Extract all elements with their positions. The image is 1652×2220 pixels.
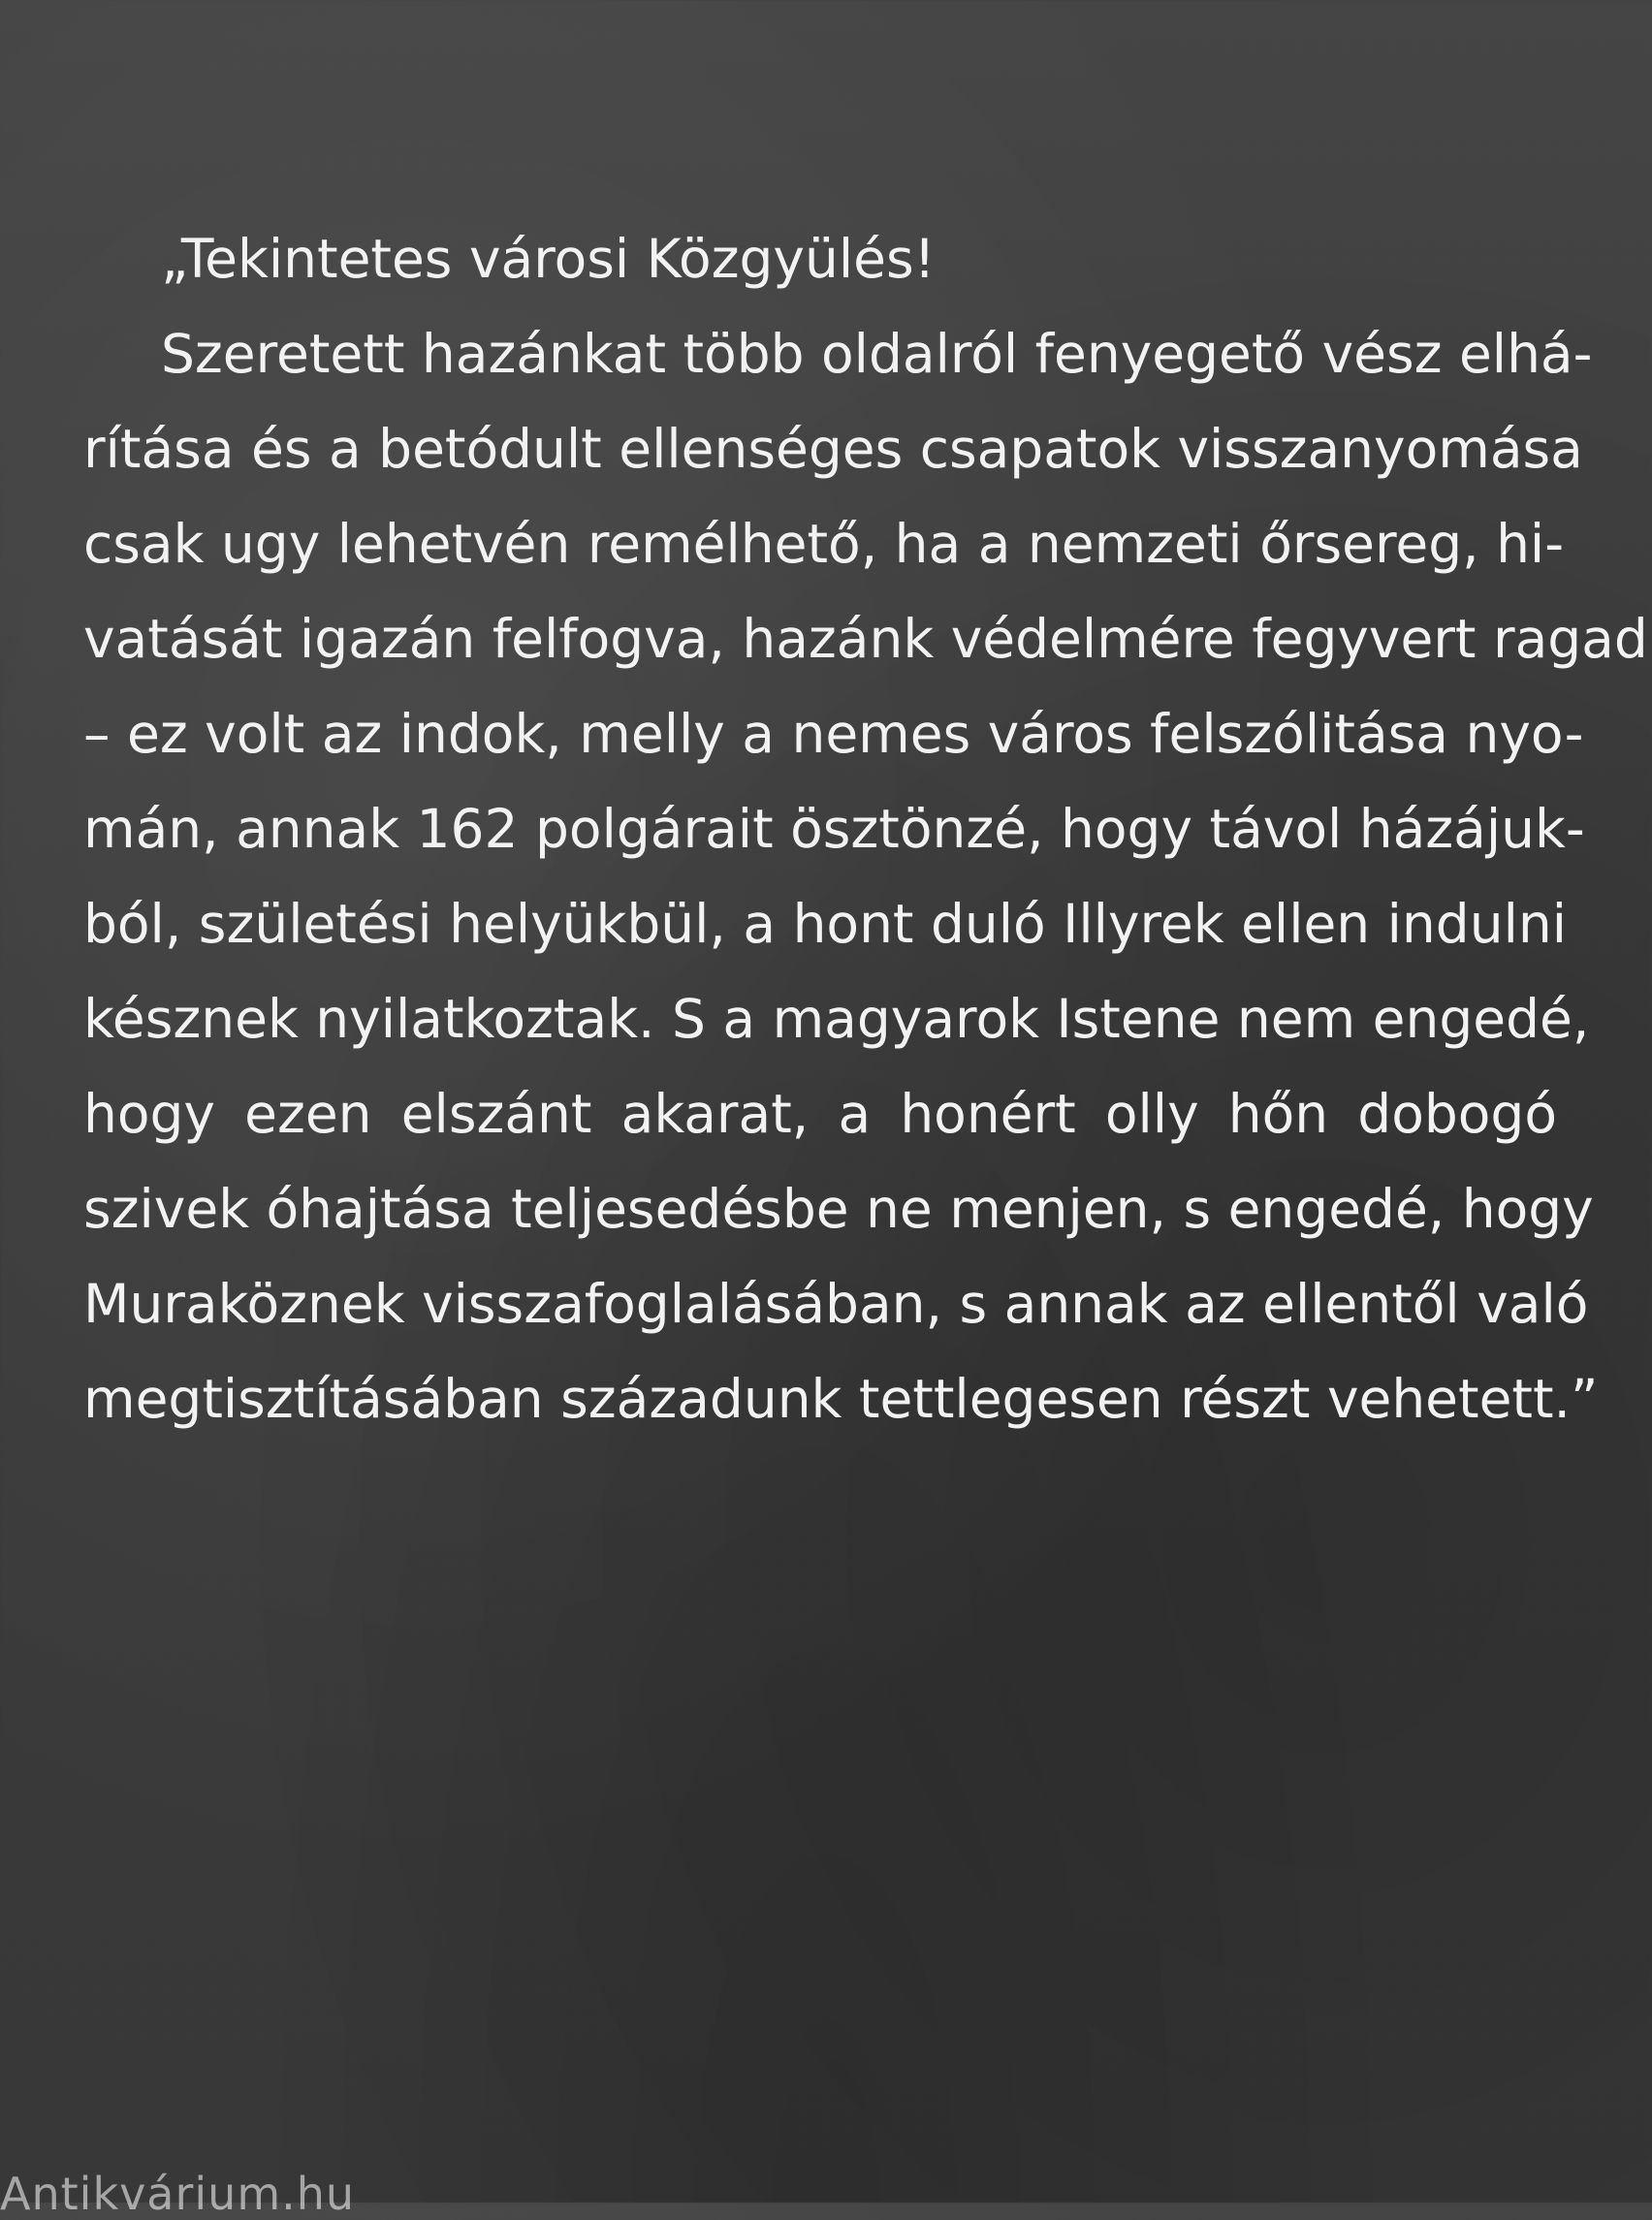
- salutation-line: „Tekintetes városi Közgyülés!: [161, 228, 936, 290]
- body-line: vatását igazán felfogva, hazánk védelmére fegyvert ragad: [83, 608, 1648, 670]
- body-line: ból, születési helyükbül, a hont duló Illyrek ellen indulni: [83, 893, 1567, 955]
- body-line: megtisztításában századunk tettlegesen részt vehetett.”: [83, 1368, 1599, 1430]
- quote-text-block: [83, 211, 1648, 1446]
- watermark: Antikvárium.hu: [0, 2168, 356, 2220]
- body-line: mán, annak 162 polgárait ösztönzé, hogy távol házájuk-: [83, 798, 1585, 860]
- body-line: késznek nyilatkoztak. S a magyarok Istene nem engedé,: [83, 988, 1590, 1050]
- body-line: szivek óhajtása teljesedésbe ne menjen, s engedé, hogy: [83, 1178, 1594, 1240]
- body-line: Muraköznek visszafoglalásában, s annak az ellentől való: [83, 1273, 1589, 1335]
- body-line: csak ugy lehetvén remélhető, ha a nemzeti őrsereg, hi-: [83, 513, 1565, 575]
- body-line: – ez volt az indok, melly a nemes város felszólitása nyo-: [83, 703, 1584, 765]
- body-line: Szeretett hazánkat több oldalról fenyegető vész elhá-: [161, 323, 1593, 385]
- body-line: rítása és a betódult ellenséges csapatok visszanyomása: [83, 418, 1583, 480]
- body-line: hogy ezen elszánt akarat, a honért olly hőn dobogó: [83, 1083, 1557, 1145]
- quote-body: [83, 306, 1648, 1446]
